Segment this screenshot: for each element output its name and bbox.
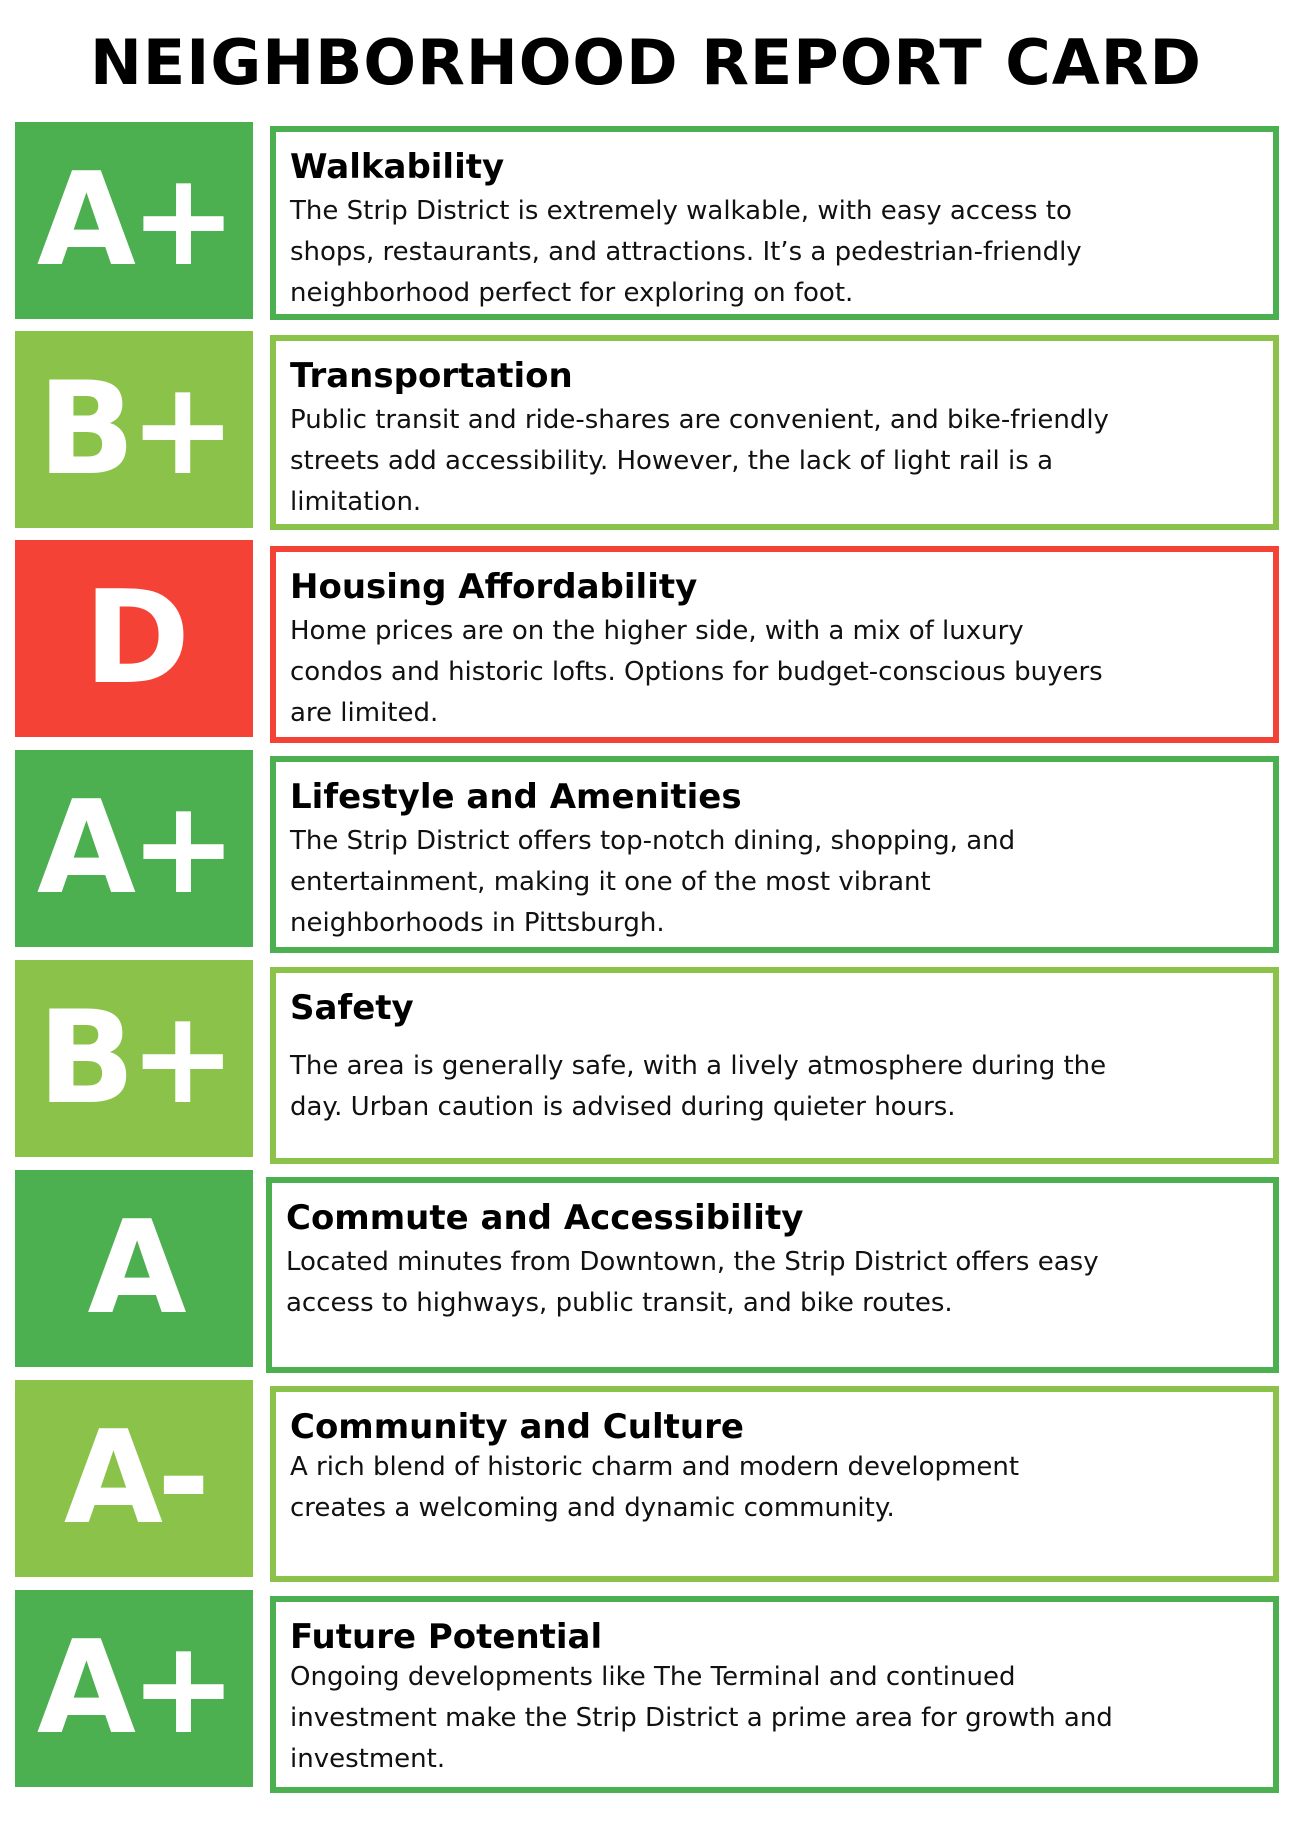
grade-badge: A+: [15, 1590, 253, 1787]
category-card-safety: [270, 967, 1279, 1164]
category-title: Community and Culture: [290, 1407, 744, 1447]
category-description: A rich blend of historic charm and modern development creates a welcoming and dynamic community.: [290, 1452, 1020, 1524]
category-title: Safety: [290, 988, 414, 1028]
category-card-walkability: [270, 126, 1279, 320]
category-title: Future Potential: [290, 1617, 603, 1657]
category-description: The Strip District offers top-notch dining, shopping, and entertainment, making it one of the most vibrant neighborhoods in Pittsburgh.: [290, 826, 1016, 939]
category-description: Public transit and ride-shares are convenient, and bike-friendly streets add accessibility. However, the lack of light rail is a limitation.: [290, 405, 1109, 518]
grade-badge: D: [15, 540, 253, 737]
category-description: Home prices are on the higher side, with a mix of luxury condos and historic lofts. Options for budget-conscious buyers are limited.: [290, 616, 1103, 729]
category-title: Walkability: [290, 147, 505, 187]
grade-badge: A: [15, 1170, 253, 1367]
category-card-housing-affordability: [270, 546, 1279, 743]
category-title: Transportation: [290, 356, 573, 396]
category-description: The Strip District is extremely walkable, with easy access to shops, restaurants, and attractions. It’s a pedestrian-friendly neighborhood perfect for exploring on foot.: [290, 196, 1082, 309]
category-description: The area is generally safe, with a lively atmosphere during the day. Urban caution is advised during quieter hours.: [290, 1051, 1107, 1123]
category-description: Ongoing developments like The Terminal and continued investment make the Strip District a prime area for growth and investment.: [290, 1662, 1113, 1775]
category-title: Commute and Accessibility: [286, 1198, 804, 1238]
grade-badge: A-: [15, 1380, 253, 1577]
grade-badge: A+: [15, 750, 253, 947]
grade-badge: B+: [15, 960, 253, 1157]
category-description: Located minutes from Downtown, the Strip District offers easy access to highways, public transit, and bike routes.: [286, 1247, 1099, 1319]
category-card-community-and-culture: [270, 1386, 1279, 1582]
category-title: Housing Affordability: [290, 567, 698, 607]
grade-badge: B+: [15, 331, 253, 528]
category-card-future-potential: [270, 1596, 1279, 1793]
grade-badge: A+: [15, 122, 253, 319]
category-card-transportation: [270, 335, 1279, 530]
category-card-lifestyle-and-amenities: [270, 756, 1279, 953]
page-title: NEIGHBORHOOD REPORT CARD: [90, 26, 1202, 99]
category-title: Lifestyle and Amenities: [290, 777, 742, 817]
category-card-commute-and-accessibility: [266, 1177, 1279, 1373]
